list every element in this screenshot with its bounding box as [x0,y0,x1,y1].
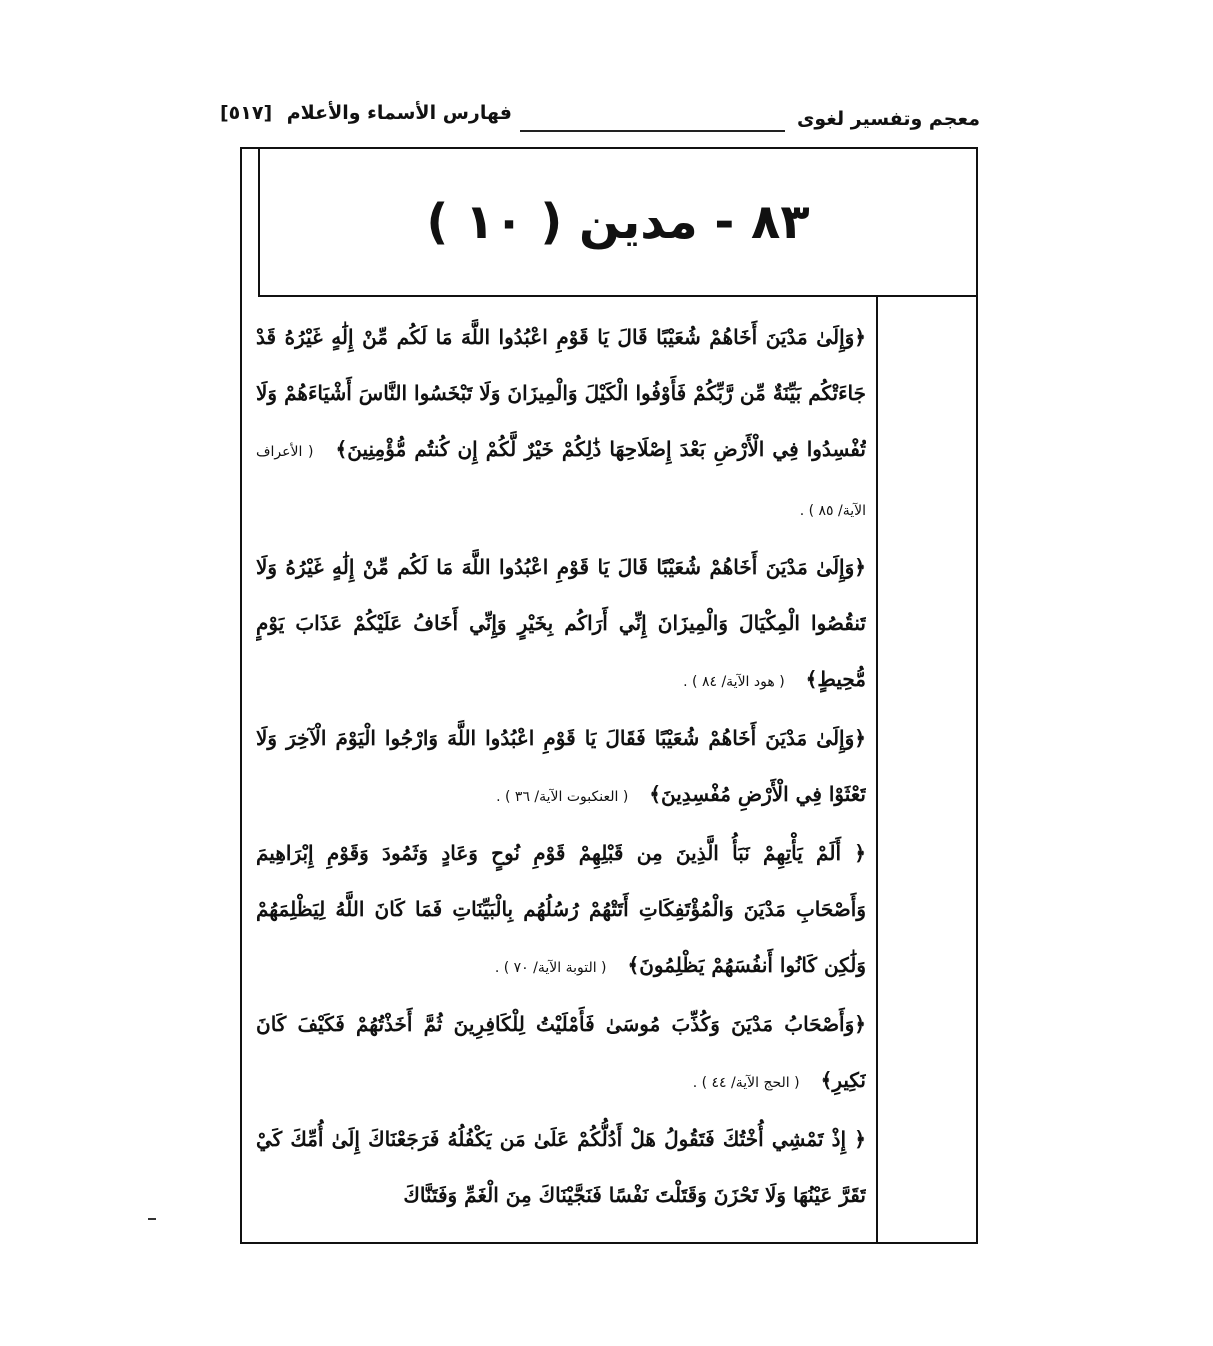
book-title: معجم وتفسير لغوى [796,108,980,130]
verse-text: ﴿وَإِلَىٰ مَدْيَنَ أَخَاهُمْ شُعَيْبًا فَقَالَ يَا قَوْمِ اعْبُدُوا اللَّهَ وَارْجُوا الْيَوْمَ الْآخِرَ وَلَا تَعْثَوْا فِي الْأَرْضِ مُفْسِدِينَ﴾ [256,726,866,806]
verse-entry-1 [256,309,866,539]
verse-citation: ( الحج الآية/ ٤٤ ) . [692,1075,800,1091]
verse-entry-4 [256,825,866,996]
verse-text: ﴿وَإِلَىٰ مَدْيَنَ أَخَاهُمْ شُعَيْبًا قَالَ يَا قَوْمِ اعْبُدُوا اللَّهَ مَا لَكُم مِّنْ إِلَٰهٍ غَيْرُهُ قَدْ جَاءَتْكُم بَيِّنَةٌ مِّن رَّبِّكُمْ فَأَوْفُوا الْكَيْلَ وَالْمِيزَانَ وَلَا تَبْخَسُوا النَّاسَ أَشْيَاءَهُمْ وَلَا تُفْسِدُوا فِي الْأَرْضِ بَعْدَ إِصْلَاحِهَا ذَٰلِكُمْ خَيْرٌ لَّكُمْ إِن كُنتُم مُّؤْمِنِينَ﴾ [256,325,866,461]
entry-title-box [258,149,976,297]
verse-entry-5 [256,996,866,1111]
index-title: فهارس الأسماء والأعلام [286,102,512,124]
running-header [219,96,980,136]
index-title-group [220,102,512,124]
verse-entry-3 [256,710,866,825]
verse-entry-6 [256,1111,866,1226]
verse-text: ﴿ إِذْ تَمْشِي أُخْتُكَ فَتَقُولُ هَلْ أَدُلُّكُمْ عَلَىٰ مَن يَكْفُلُهُ فَرَجَعْنَاكَ إِلَىٰ أُمِّكَ كَيْ تَقَرَّ عَيْنُهَا وَلَا تَحْزَنَ وَقَتَلْتَ نَفْسًا فَنَجَّيْنَاكَ مِنَ الْغَمِّ وَفَتَنَّاكَ [256,1127,866,1207]
margin-column [876,297,976,1242]
verse-citation: ( هود الآية/ ٨٤ ) . [683,674,785,690]
page-number: [٥١٧] [219,102,273,124]
verse-text: ﴿وَإِلَىٰ مَدْيَنَ أَخَاهُمْ شُعَيْبًا قَالَ يَا قَوْمِ اعْبُدُوا اللَّهَ مَا لَكُم مِّنْ إِلَٰهٍ غَيْرُهُ وَلَا تَنقُصُوا الْمِكْيَالَ وَالْمِيزَانَ إِنِّي أَرَاكُم بِخَيْرٍ وَإِنِّي أَخَافُ عَلَيْكُمْ عَذَابَ يَوْمٍ مُّحِيطٍ﴾ [256,555,866,691]
verse-entry-2 [256,539,866,710]
verse-citation: ( الأعراف الآية/ ٨٥ ) . [256,444,866,519]
verse-text: ﴿ أَلَمْ يَأْتِهِمْ نَبَأُ الَّذِينَ مِن قَبْلِهِمْ قَوْمِ نُوحٍ وَعَادٍ وَثَمُودَ وَقَوْمِ إِبْرَاهِيمَ وَأَصْحَابِ مَدْيَنَ وَالْمُؤْتَفِكَاتِ أَتَتْهُمْ رُسُلُهُم بِالْبَيِّنَاتِ فَمَا كَانَ اللَّهُ لِيَظْلِمَهُمْ وَلَٰكِن كَانُوا أَنفُسَهُمْ يَظْلِمُونَ﴾ [256,841,866,977]
header-rule [520,130,785,132]
verse-citation: ( العنكبوت الآية/ ٣٦ ) . [496,789,629,805]
scan-speck [148,1218,156,1220]
verse-text: ﴿وَأَصْحَابُ مَدْيَنَ وَكُذِّبَ مُوسَىٰ فَأَمْلَيْتُ لِلْكَافِرِينَ ثُمَّ أَخَذْتُهُمْ فَكَيْفَ كَانَ نَكِيرِ﴾ [256,1012,866,1092]
entry-title: ٨٣ - مدين ( ١٠ ) [426,194,810,250]
page-frame [240,147,978,1244]
verse-citation: ( التوبة الآية/ ٧٠ ) . [494,960,607,976]
verses-body [256,309,866,1229]
